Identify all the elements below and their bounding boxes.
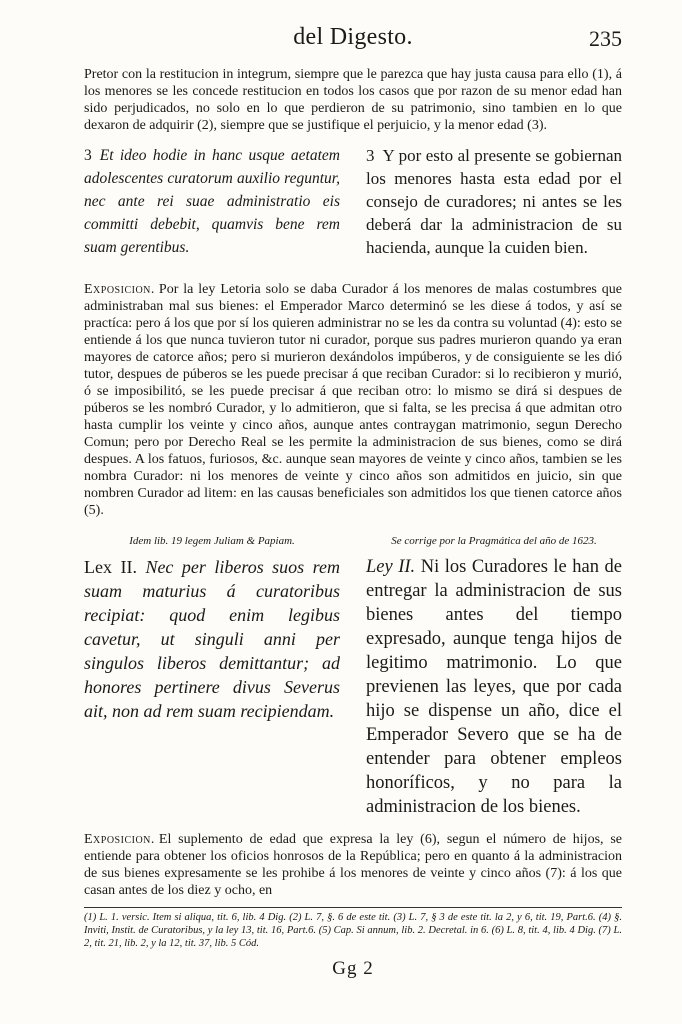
section-3-spanish-number: 3 xyxy=(366,146,375,165)
lex-2-spanish-text: Ni los Curadores le han de entregar la administracion de sus bienes antes del tiempo expresado, aunque tenga hijos de legitimo matrimonio. Lo que previenen las leyes, que por cada hijo se dispense un año, dice el Emperador Severo que se ha de entender para obtener empleos honoríficos, y no para la administracion de los bienes. xyxy=(366,557,622,817)
source-right: Se corrige por la Pragmática del año de 1623. xyxy=(391,535,597,547)
footnote-rule xyxy=(84,907,622,908)
section-3-spanish-text: Y por esto al presente se gobiernan los menores hasta esta edad por el consejo de curadores; ni antes se les deberá dar la administracion de su hacienda, aunque la cuiden bien. xyxy=(366,146,622,257)
lex-2-latin-text: Nec per liberos suos rem suam maturius á curatoribus recipiat: quod enim legibus cavetur, ut singuli anni per singulos liberos demittantur; ad honores pertinere divus Severus ait, non ad rem suam recipiendam. xyxy=(84,557,340,721)
section-3 xyxy=(84,144,622,259)
lex-2-spanish-lead: Ley II. xyxy=(366,557,416,577)
page-header xyxy=(84,18,622,62)
exposicion-2 xyxy=(84,831,622,899)
page xyxy=(84,18,622,980)
lex-2-latin-lead: Lex II. xyxy=(84,557,137,577)
lex-2 xyxy=(84,555,622,819)
exposicion-2-label: Exposicion. xyxy=(84,832,155,847)
section-3-latin-text: Et ideo hodie in hanc usque aetatem adolescentes curatorum auxilio reguntur, nec ante rei suae administratio eis committi debebit, quamvis bene rem suam gerentibus. xyxy=(84,147,340,256)
section-3-latin xyxy=(84,144,340,259)
lex-2-latin xyxy=(84,555,340,819)
source-lines xyxy=(84,535,622,547)
lex-2-spanish xyxy=(366,555,622,819)
exposicion-1-label: Exposicion. xyxy=(84,282,155,297)
source-left: Idem lib. 19 legem Juliam & Papiam. xyxy=(129,535,295,547)
intro-paragraph: Pretor con la restitucion in integrum, siempre que le parezca que hay justa causa para ello (1), á los menores se les concede restitucion en todos los casos que por razon de su menor edad han sido perjudicados, no solo en lo que perdieron de su patrimonio, sino tambien en lo que dexaron de adquirir (2), siempre que se justifique el perjuicio, y la menor edad (3). xyxy=(84,67,622,133)
exposicion-1-text: Por la ley Letoria solo se daba Curador á los menores de malas costumbres que administraban mal sus bienes: el Emperador Marco determinó se les diese á todos, y así se practíca: pero á los que por sí los quieren administrar no se les da contra su voluntad (4): esto se entiende á los que nunca tuvieron tutor ni curador, porque sus padres murieron quando ya eran mayores de catorce años; pero si murieron dexándolos impúberos, y de consiguiente se les dió tutor, despues de púberos se les puede precisar á que reciban Curador: si lo recibieron y murió, ó se imposibilitó, se les puede precisar á que reciban otro: lo mismo se dirá si despues de púberos se les nombró Curador, y lo admitieron, que si falta, se les precisa á que admitan otro hasta cumplir los veinte y cinco años, aunque antes contraygan matrimonio, segun Derecho Comun; pero por Derecho Real se les permite la administracion de sus bienes, como se dirá despues. A los fatuos, furiosos, &c. aunque sean mayores de veinte y cinco años, tambien se les nombra Curador: ni los menores de veinte y cinco años son admitidos en juicio, sin que nombren Curador ad litem: en las causas beneficiales son admitidos los que tienen catorce años (5). xyxy=(84,282,622,518)
section-3-latin-number: 3 xyxy=(84,147,92,164)
footnotes: (1) L. 1. versic. Item si aliqua, tit. 6, lib. 4 Dig. (2) L. 7, §. 6 de este tit. (3) L. 7, § 3 de este tit. la 2, y 6, tit. 19, Part.6. (4) §. Inviti, Instit. de Curatoribus, y la ley 13, tit. 16, Part.6. (5) Cap. Si annum, lib. 2. Decretal. in 6. (6) L. 8, tit. 4, lib. 4 Dig. (7) L. 2, tit. 21, lib. 2, y la 12, tit. 37, lib. 5 Cód. xyxy=(84,912,622,949)
page-number: 235 xyxy=(589,26,622,51)
signature-mark: Gg 2 xyxy=(332,958,374,979)
exposicion-2-text: El suplemento de edad que expresa la ley (6), segun el número de hijos, se entiende para obtener los oficios honrosos de la República; pero en quanto á la administracion de sus bienes expresamente se les prohibe á los menores de veinte y cinco años (7): á los que casan antes de los diez y ocho, en xyxy=(84,832,622,898)
running-title: del Digesto. xyxy=(293,24,413,50)
section-3-spanish xyxy=(366,144,622,259)
exposicion-1 xyxy=(84,281,622,519)
